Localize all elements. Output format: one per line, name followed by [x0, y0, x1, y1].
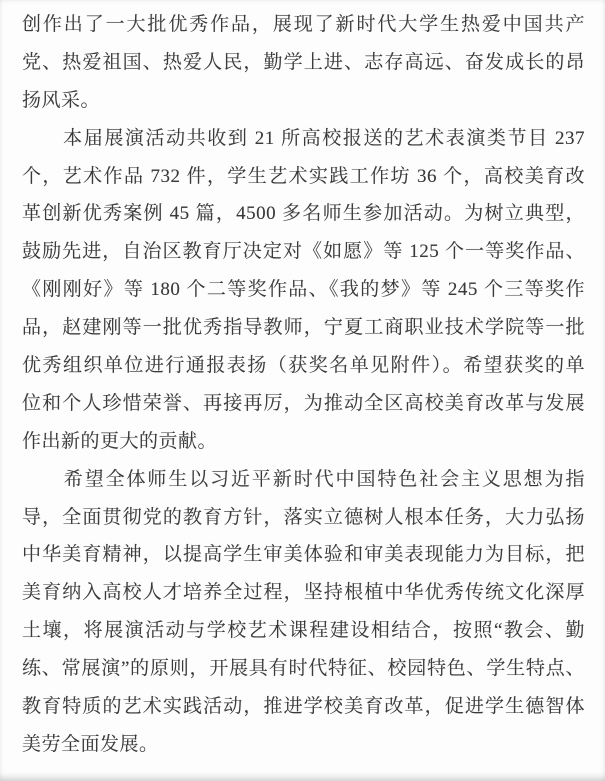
text-line: 作出新的更大的贡献。 [22, 430, 218, 452]
text-line: 希望全体师生以习近平新时代中国特色社会主义思想为指 [22, 468, 585, 490]
text-line: 个，艺术作品 732 件，学生艺术实践工作坊 36 个，高校美育改 [22, 165, 585, 187]
text-line: 美育纳入高校人才培养全过程，坚持根植中华优秀传统文化深厚 [22, 582, 585, 604]
text-line: 优秀组织单位进行通报表扬（获奖名单见附件）。希望获奖的单 [22, 355, 585, 377]
text-line: 练、常展演”的原则，开展具有时代特征、校园特色、学生特点、 [22, 658, 585, 680]
text-line: 《刚刚好》等 180 个二等奖作品、《我的梦》等 245 个三等奖作 [22, 279, 585, 301]
text-line: 土壤，将展演活动与学校艺术课程建设相结合，按照“教会、勤 [22, 620, 585, 642]
text-line: 本届展演活动共收到 21 所高校报送的艺术表演类节目 237 [22, 127, 585, 149]
text-line: 党、热爱祖国、热爱人民，勤学上进、志存高远、奋发成长的昂 [22, 51, 585, 73]
text-line: 鼓励先进，自治区教育厅决定对《如愿》等 125 个一等奖作品、 [22, 241, 585, 263]
paragraph [22, 6, 585, 120]
text-line: 美劳全面发展。 [22, 733, 159, 755]
text-line: 扬风采。 [22, 89, 101, 111]
text-line: 教育特质的艺术实践活动，推进学校美育改革，促进学生德智体 [22, 696, 585, 718]
paragraph [22, 461, 585, 764]
text-line: 中华美育精神，以提高学生审美体验和审美表现能力为目标，把 [22, 544, 585, 566]
document-text [22, 6, 585, 764]
paragraph [22, 120, 585, 461]
text-line: 创作出了一大批优秀作品，展现了新时代大学生热爱中国共产 [22, 14, 585, 35]
text-line: 革创新优秀案例 45 篇，4500 多名师生参加活动。为树立典型， [22, 203, 585, 225]
text-line: 位和个人珍惜荣誉、再接再厉，为推动全区高校美育改革与发展 [22, 392, 585, 414]
text-line: 品，赵建刚等一批优秀指导教师，宁夏工商职业技术学院等一批 [22, 317, 585, 339]
text-line: 导，全面贯彻党的教育方针，落实立德树人根本任务，大力弘扬 [22, 506, 585, 528]
